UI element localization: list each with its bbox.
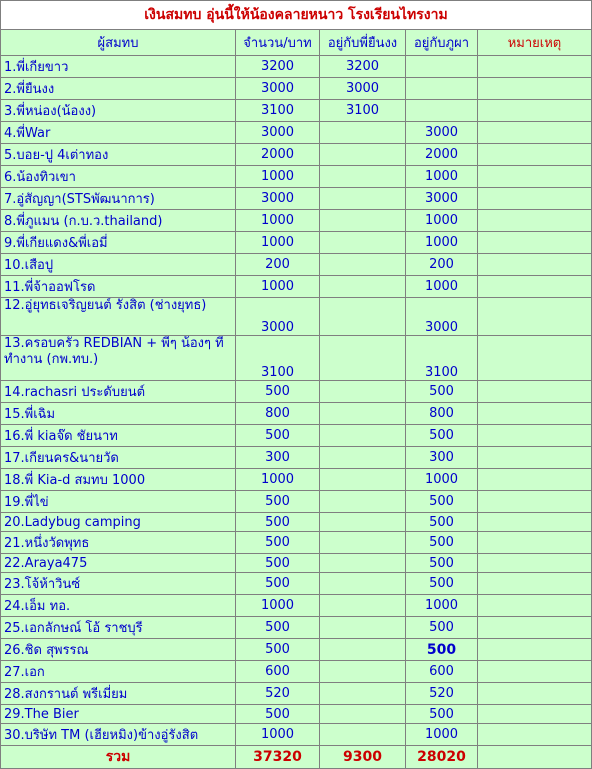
donor-name-cell[interactable]: 21.หนึ่งวัดพุทธ: [1, 532, 236, 554]
with-yuennong-cell[interactable]: [320, 617, 406, 639]
table-row: [1, 144, 592, 166]
donor-name-cell[interactable]: 7.อู่สัญญา(STSพัฒนาการ): [1, 188, 236, 210]
with-phupha-cell[interactable]: 3000: [406, 122, 478, 144]
with-yuennong-cell[interactable]: [320, 336, 406, 381]
table-row: [1, 188, 592, 210]
with-phupha-cell[interactable]: 500: [406, 705, 478, 724]
header-with-phupha[interactable]: อยู่กับภูผา: [406, 30, 478, 56]
title-row: [1, 1, 592, 30]
donor-name-cell[interactable]: 2.พี่ยืนงง: [1, 78, 236, 100]
with-yuennong-cell[interactable]: [320, 122, 406, 144]
with-yuennong-cell[interactable]: [320, 276, 406, 298]
with-phupha-cell[interactable]: 500: [406, 617, 478, 639]
remark-cell[interactable]: [478, 232, 592, 254]
table-row: [1, 210, 592, 232]
page-title[interactable]: เงินสมทบ อุ่นนี้ให้น้องคลายหนาว โรงเรียนไทรงาม: [1, 1, 592, 30]
total-label[interactable]: รวม: [1, 746, 236, 769]
table-row: [1, 595, 592, 617]
donor-name-cell[interactable]: 30.บริษัท TM (เฮียหมิง)ข้างอู่รังสิต: [1, 724, 236, 746]
header-remark[interactable]: หมายเหตุ: [478, 30, 592, 56]
donor-name-cell[interactable]: 4.พี่War: [1, 122, 236, 144]
remark-cell[interactable]: [478, 254, 592, 276]
with-phupha-cell[interactable]: 500: [406, 532, 478, 554]
remark-cell[interactable]: [478, 210, 592, 232]
donor-name-cell[interactable]: 25.เอกลักษณ์ โอ้ ราชบุรี: [1, 617, 236, 639]
remark-cell[interactable]: [478, 403, 592, 425]
remark-cell[interactable]: [478, 513, 592, 532]
donor-name-cell[interactable]: 10.เสือปู: [1, 254, 236, 276]
with-yuennong-cell[interactable]: [320, 403, 406, 425]
with-yuennong-cell[interactable]: [320, 381, 406, 403]
with-yuennong-cell[interactable]: [320, 144, 406, 166]
remark-cell[interactable]: [478, 166, 592, 188]
remark-cell[interactable]: [478, 491, 592, 513]
amount-cell[interactable]: 500: [236, 513, 320, 532]
amount-cell[interactable]: 1000: [236, 724, 320, 746]
table-row: [1, 469, 592, 491]
with-yuennong-cell[interactable]: [320, 532, 406, 554]
with-phupha-cell[interactable]: 500: [406, 513, 478, 532]
remark-cell[interactable]: [478, 617, 592, 639]
table-row: [1, 166, 592, 188]
with-yuennong-cell[interactable]: [320, 188, 406, 210]
donor-name-cell[interactable]: 5.บอย-ปู 4เต่าทอง: [1, 144, 236, 166]
table-row: [1, 683, 592, 705]
with-yuennong-cell[interactable]: [320, 298, 406, 336]
with-yuennong-cell[interactable]: [320, 166, 406, 188]
donor-name-cell[interactable]: 3.พี่หน่อง(น้องง): [1, 100, 236, 122]
with-phupha-cell[interactable]: 1000: [406, 210, 478, 232]
amount-cell[interactable]: 500: [236, 425, 320, 447]
with-phupha-cell[interactable]: 300: [406, 447, 478, 469]
with-yuennong-cell[interactable]: [320, 447, 406, 469]
table-row: [1, 276, 592, 298]
remark-cell[interactable]: [478, 336, 592, 381]
amount-cell[interactable]: 3100: [236, 336, 320, 381]
amount-cell[interactable]: 3100: [236, 100, 320, 122]
with-yuennong-cell[interactable]: [320, 639, 406, 661]
amount-cell[interactable]: 3000: [236, 188, 320, 210]
remark-cell[interactable]: [478, 122, 592, 144]
amount-cell[interactable]: 600: [236, 661, 320, 683]
with-phupha-cell[interactable]: 500: [406, 639, 478, 661]
donor-name-cell[interactable]: 11.พี่จ้าออฟโรด: [1, 276, 236, 298]
with-phupha-cell[interactable]: 2000: [406, 144, 478, 166]
donor-name-cell[interactable]: 20.Ladybug camping: [1, 513, 236, 532]
amount-cell[interactable]: 3000: [236, 122, 320, 144]
table-row: [1, 554, 592, 573]
donor-name-cell[interactable]: 9.พี่เกียแดง&พี่เอมี่: [1, 232, 236, 254]
with-phupha-cell[interactable]: [406, 78, 478, 100]
with-yuennong-cell[interactable]: [320, 254, 406, 276]
amount-cell[interactable]: 1000: [236, 210, 320, 232]
donor-name-cell[interactable]: 29.The Bier: [1, 705, 236, 724]
donor-name-cell[interactable]: 12.อู่ยุทธเจริญยนต์ รังสิต (ช่างยุทธ): [1, 298, 236, 336]
with-phupha-cell[interactable]: [406, 100, 478, 122]
amount-cell[interactable]: 500: [236, 554, 320, 573]
table-row: [1, 78, 592, 100]
remark-cell[interactable]: [478, 661, 592, 683]
donor-name-cell[interactable]: 23.โจ้ห้าวินซ์: [1, 573, 236, 595]
remark-cell[interactable]: [478, 100, 592, 122]
with-yuennong-cell[interactable]: [320, 595, 406, 617]
with-phupha-cell[interactable]: 1000: [406, 232, 478, 254]
amount-cell[interactable]: 500: [236, 639, 320, 661]
table-row: [1, 617, 592, 639]
table-row: [1, 513, 592, 532]
remark-cell[interactable]: [478, 469, 592, 491]
with-yuennong-cell[interactable]: [320, 491, 406, 513]
amount-cell[interactable]: 1000: [236, 166, 320, 188]
amount-cell[interactable]: 500: [236, 705, 320, 724]
with-yuennong-cell[interactable]: 3100: [320, 100, 406, 122]
remark-cell[interactable]: [478, 532, 592, 554]
remark-cell[interactable]: [478, 381, 592, 403]
table-row: [1, 381, 592, 403]
with-yuennong-cell[interactable]: [320, 705, 406, 724]
table-row: [1, 491, 592, 513]
table-row: [1, 254, 592, 276]
remark-cell[interactable]: [478, 56, 592, 78]
with-phupha-cell[interactable]: [406, 56, 478, 78]
amount-cell[interactable]: 520: [236, 683, 320, 705]
header-donor[interactable]: ผู้สมทบ: [1, 30, 236, 56]
with-yuennong-cell[interactable]: 3200: [320, 56, 406, 78]
table-row: [1, 56, 592, 78]
donor-name-cell[interactable]: 6.น้องทิวเขา: [1, 166, 236, 188]
amount-cell[interactable]: 2000: [236, 144, 320, 166]
with-phupha-cell[interactable]: 1000: [406, 469, 478, 491]
donor-name-cell[interactable]: 18.พี่ Kia-d สมทบ 1000: [1, 469, 236, 491]
with-yuennong-cell[interactable]: [320, 683, 406, 705]
remark-cell[interactable]: [478, 188, 592, 210]
amount-cell[interactable]: 1000: [236, 595, 320, 617]
with-yuennong-cell[interactable]: [320, 425, 406, 447]
table-row: [1, 532, 592, 554]
with-yuennong-cell[interactable]: [320, 661, 406, 683]
donor-name-cell[interactable]: 15.พี่เฉิม: [1, 403, 236, 425]
with-phupha-cell[interactable]: 3000: [406, 188, 478, 210]
total-remark[interactable]: [478, 746, 592, 769]
with-yuennong-cell[interactable]: [320, 724, 406, 746]
with-yuennong-cell[interactable]: [320, 469, 406, 491]
with-phupha-cell[interactable]: 500: [406, 573, 478, 595]
total-with-phupha[interactable]: 28020: [406, 746, 478, 769]
amount-cell[interactable]: 500: [236, 532, 320, 554]
table-row: [1, 724, 592, 746]
amount-cell[interactable]: 300: [236, 447, 320, 469]
with-phupha-cell[interactable]: 3100: [406, 336, 478, 381]
remark-cell[interactable]: [478, 554, 592, 573]
amount-cell[interactable]: 3000: [236, 78, 320, 100]
table-row: [1, 573, 592, 595]
remark-cell[interactable]: [478, 724, 592, 746]
with-phupha-cell[interactable]: 1000: [406, 166, 478, 188]
amount-cell[interactable]: 500: [236, 491, 320, 513]
total-row: [1, 746, 592, 769]
table-row: [1, 100, 592, 122]
table-row: [1, 232, 592, 254]
donor-name-cell[interactable]: 19.พี่ไข่: [1, 491, 236, 513]
table-row: [1, 336, 592, 381]
donor-name-cell[interactable]: 17.เกียนคร&นายวัด: [1, 447, 236, 469]
donor-name-cell[interactable]: 8.พี่ภูแมน (ก.บ.ว.thailand): [1, 210, 236, 232]
with-yuennong-cell[interactable]: [320, 210, 406, 232]
donor-name-cell[interactable]: 14.rachasri ประดับยนต์: [1, 381, 236, 403]
with-phupha-cell[interactable]: 500: [406, 554, 478, 573]
donor-name-cell[interactable]: 1.พี่เกียขาว: [1, 56, 236, 78]
remark-cell[interactable]: [478, 705, 592, 724]
amount-cell[interactable]: 1000: [236, 469, 320, 491]
donor-name-cell[interactable]: 16.พี่ kiaจ๊ด ชัยนาท: [1, 425, 236, 447]
with-phupha-cell[interactable]: 500: [406, 425, 478, 447]
total-with-yuennong[interactable]: 9300: [320, 746, 406, 769]
amount-cell[interactable]: 1000: [236, 276, 320, 298]
table-row: [1, 705, 592, 724]
table-row: [1, 661, 592, 683]
donor-name-cell[interactable]: 26.ชิด สุพรรณ: [1, 639, 236, 661]
remark-cell[interactable]: [478, 573, 592, 595]
table-row: [1, 639, 592, 661]
amount-cell[interactable]: 500: [236, 381, 320, 403]
header-with-yuennong[interactable]: อยู่กับพี่ยืนงง: [320, 30, 406, 56]
table-row: [1, 122, 592, 144]
table-row: [1, 447, 592, 469]
remark-cell[interactable]: [478, 78, 592, 100]
donor-name-cell[interactable]: 27.เอก: [1, 661, 236, 683]
with-phupha-cell[interactable]: 3000: [406, 298, 478, 336]
with-phupha-cell[interactable]: 520: [406, 683, 478, 705]
with-yuennong-cell[interactable]: [320, 232, 406, 254]
amount-cell[interactable]: 200: [236, 254, 320, 276]
remark-cell[interactable]: [478, 276, 592, 298]
with-phupha-cell[interactable]: 200: [406, 254, 478, 276]
table-row: [1, 298, 592, 336]
amount-cell[interactable]: 1000: [236, 232, 320, 254]
amount-cell[interactable]: 800: [236, 403, 320, 425]
remark-cell[interactable]: [478, 639, 592, 661]
with-yuennong-cell[interactable]: 3000: [320, 78, 406, 100]
remark-cell[interactable]: [478, 595, 592, 617]
with-yuennong-cell[interactable]: [320, 573, 406, 595]
donor-name-cell[interactable]: 13.ครอบครัว REDBIAN + พี่ๆ น้องๆ ที่ทำงาน (กพ.ทบ.): [1, 336, 236, 381]
with-phupha-cell[interactable]: 500: [406, 381, 478, 403]
remark-cell[interactable]: [478, 447, 592, 469]
amount-cell[interactable]: 3200: [236, 56, 320, 78]
donor-name-cell[interactable]: 24.เอ็ม ทอ.: [1, 595, 236, 617]
with-phupha-cell[interactable]: 1000: [406, 724, 478, 746]
donor-name-cell[interactable]: 22.Araya475: [1, 554, 236, 573]
header-amount[interactable]: จำนวน/บาท: [236, 30, 320, 56]
with-phupha-cell[interactable]: 500: [406, 491, 478, 513]
total-amount[interactable]: 37320: [236, 746, 320, 769]
with-yuennong-cell[interactable]: [320, 513, 406, 532]
with-phupha-cell[interactable]: 600: [406, 661, 478, 683]
with-phupha-cell[interactable]: 1000: [406, 595, 478, 617]
amount-cell[interactable]: 500: [236, 617, 320, 639]
amount-cell[interactable]: 3000: [236, 298, 320, 336]
remark-cell[interactable]: [478, 425, 592, 447]
amount-cell[interactable]: 500: [236, 573, 320, 595]
with-phupha-cell[interactable]: 1000: [406, 276, 478, 298]
remark-cell[interactable]: [478, 683, 592, 705]
with-phupha-cell[interactable]: 800: [406, 403, 478, 425]
donor-name-cell[interactable]: 28.สงกรานต์ พรีเมี่ยม: [1, 683, 236, 705]
remark-cell[interactable]: [478, 144, 592, 166]
with-yuennong-cell[interactable]: [320, 554, 406, 573]
table-row: [1, 425, 592, 447]
remark-cell[interactable]: [478, 298, 592, 336]
header-row: [1, 30, 592, 56]
table-row: [1, 403, 592, 425]
